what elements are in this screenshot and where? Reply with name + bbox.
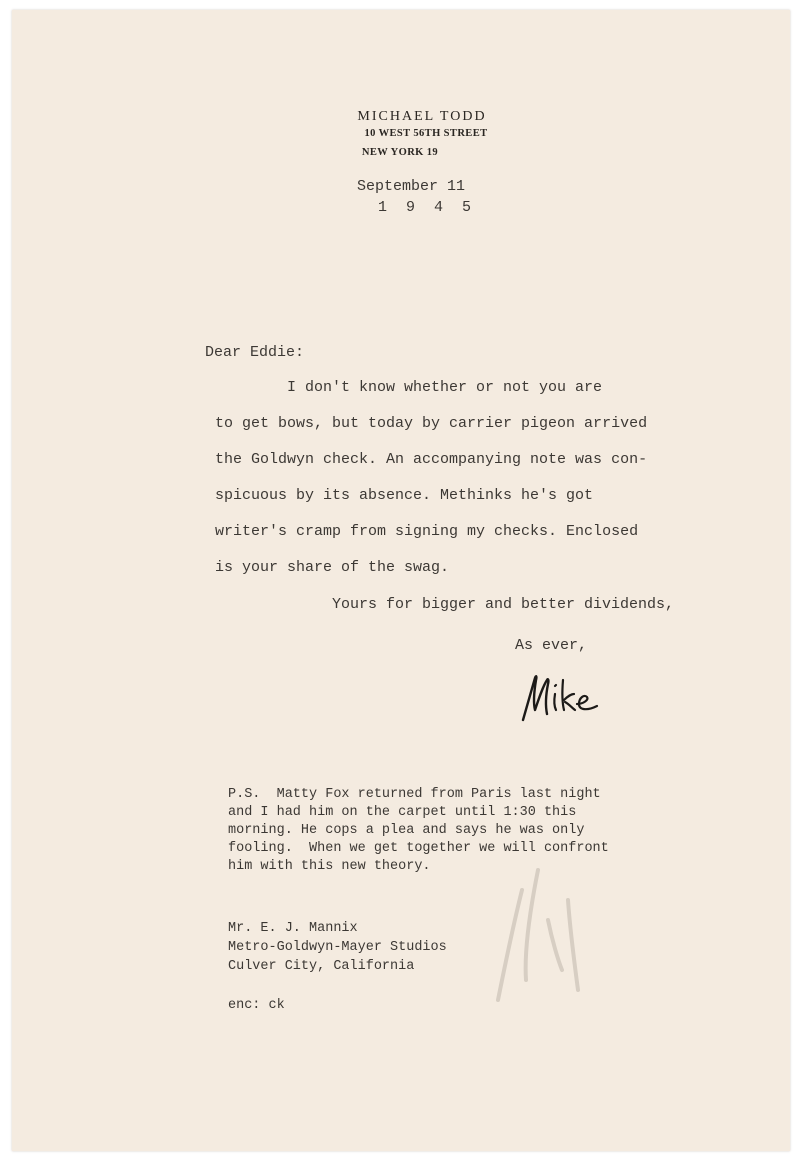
recipient-city: Culver City, California xyxy=(228,959,415,974)
closing-salutation: As ever, xyxy=(515,637,588,654)
recipient-company: Metro-Goldwyn-Mayer Studios xyxy=(228,940,447,955)
closing-line: Yours for bigger and better dividends, xyxy=(332,596,675,613)
body-line: is your share of the swag. xyxy=(215,559,450,576)
postscript-line: and I had him on the carpet until 1:30 this xyxy=(228,805,577,820)
body-line: spicuous by its absence. Methinks he's got xyxy=(215,487,594,504)
postscript-line: P.S. Matty Fox returned from Paris last night xyxy=(228,787,601,802)
postscript-line: fooling. When we get together we will confront xyxy=(228,841,609,856)
body-line: the Goldwyn check. An accompanying note was con- xyxy=(215,451,648,468)
signature-bleed-through xyxy=(478,860,598,1010)
date-year: 1 9 4 5 xyxy=(378,199,477,216)
signature-mike xyxy=(517,670,607,726)
letterhead-street: 10 WEST 56TH STREET xyxy=(364,128,488,139)
recipient-name: Mr. E. J. Mannix xyxy=(228,921,358,936)
body-line: to get bows, but today by carrier pigeon arrived xyxy=(215,415,648,432)
letterhead-name: MICHAEL TODD xyxy=(357,109,487,124)
postscript-line: morning. He cops a plea and says he was only xyxy=(228,823,585,838)
postscript-line: him with this new theory. xyxy=(228,859,431,874)
letterhead-city: NEW YORK 19 xyxy=(361,147,439,158)
body-line: I don't know whether or not you are xyxy=(215,379,603,396)
greeting: Dear Eddie: xyxy=(205,344,305,361)
body-line: writer's cramp from signing my checks. Enclosed xyxy=(215,523,639,540)
date-month-day: September 11 xyxy=(357,178,466,195)
enclosure-note: enc: ck xyxy=(228,998,285,1013)
